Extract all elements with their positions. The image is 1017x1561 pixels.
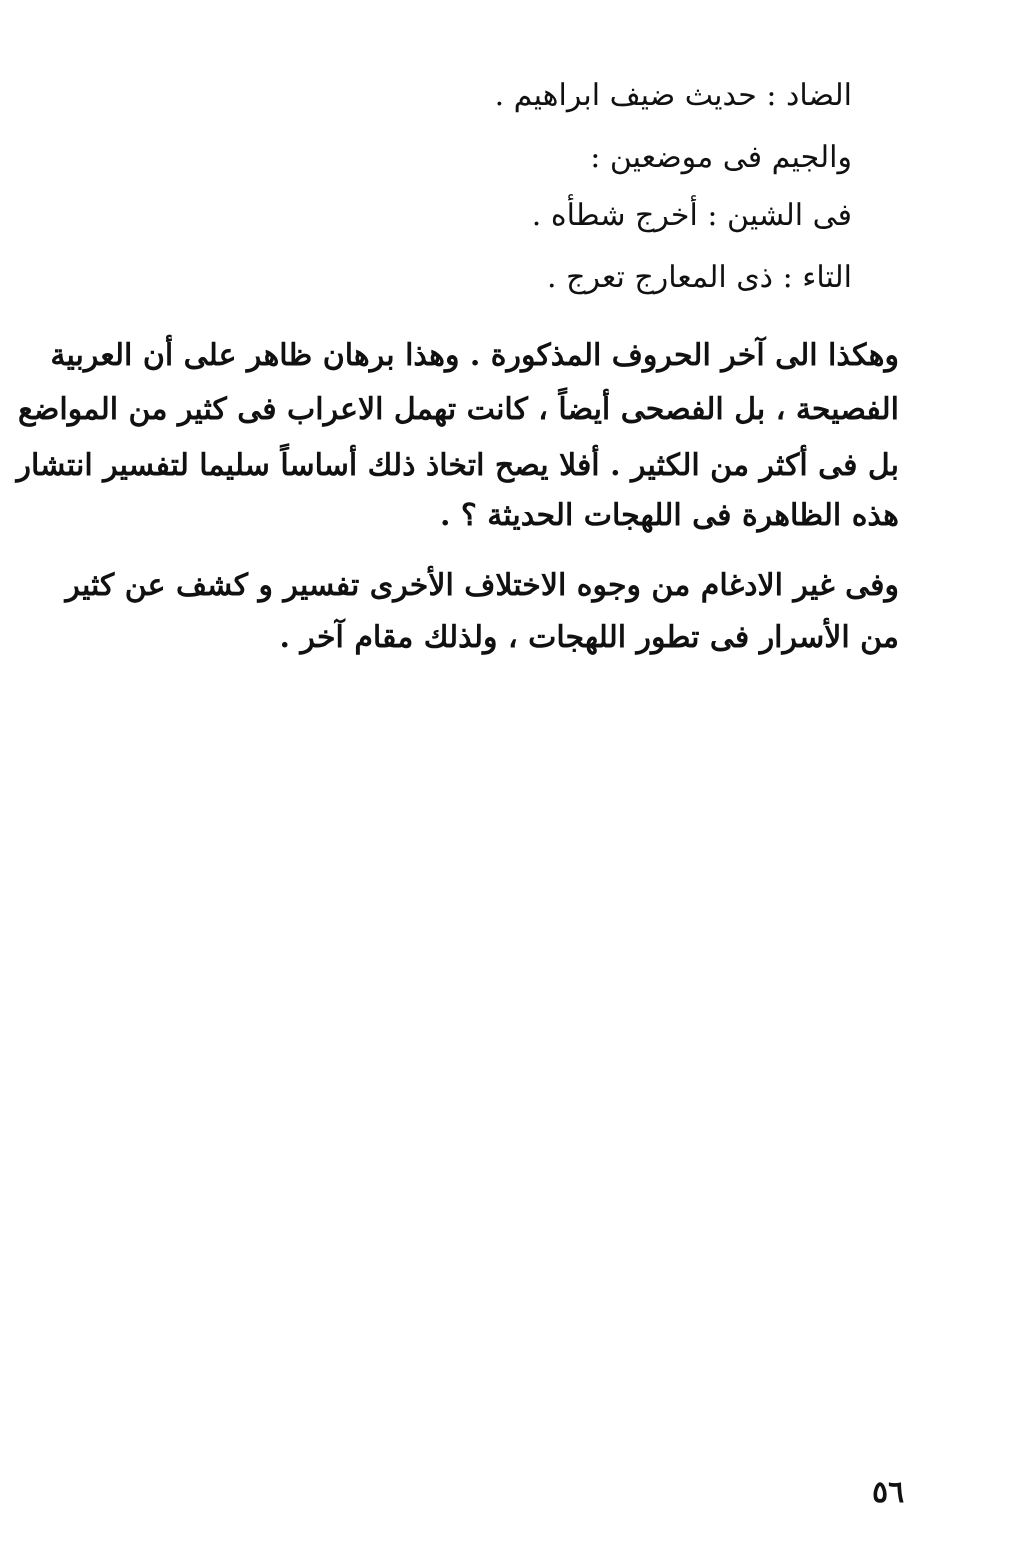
paragraph-line: وهكذا الى آخر الحروف المذكورة . وهذا برهان ظاهر على أن العربية — [50, 338, 899, 373]
paragraph-line: بل فى أكثر من الكثير . أفلا يصح اتخاذ ذلك أساساً سليما لتفسير انتشار — [16, 448, 899, 483]
text-line: الضاد : حديث ضيف ابراهيم . — [494, 78, 852, 113]
paragraph-line: وفى غير الادغام من وجوه الاختلاف الأخرى تفسير و كشف عن كثير — [65, 568, 899, 603]
text-line: فى الشين : أخرج شطأه . — [531, 198, 852, 233]
paragraph-line: هذه الظاهرة فى اللهجات الحديثة ؟ . — [439, 498, 899, 533]
text-line: التاء : ذى المعارج تعرج . — [547, 260, 852, 295]
page-number: ٥٦ — [872, 1475, 905, 1510]
text-line: والجيم فى موضعين : — [590, 140, 852, 175]
paragraph-line: من الأسرار فى تطور اللهجات ، ولذلك مقام آخر . — [279, 620, 899, 655]
paragraph-line: الفصيحة ، بل الفصحى أيضاً ، كانت تهمل الاعراب فى كثير من المواضع — [17, 392, 899, 427]
